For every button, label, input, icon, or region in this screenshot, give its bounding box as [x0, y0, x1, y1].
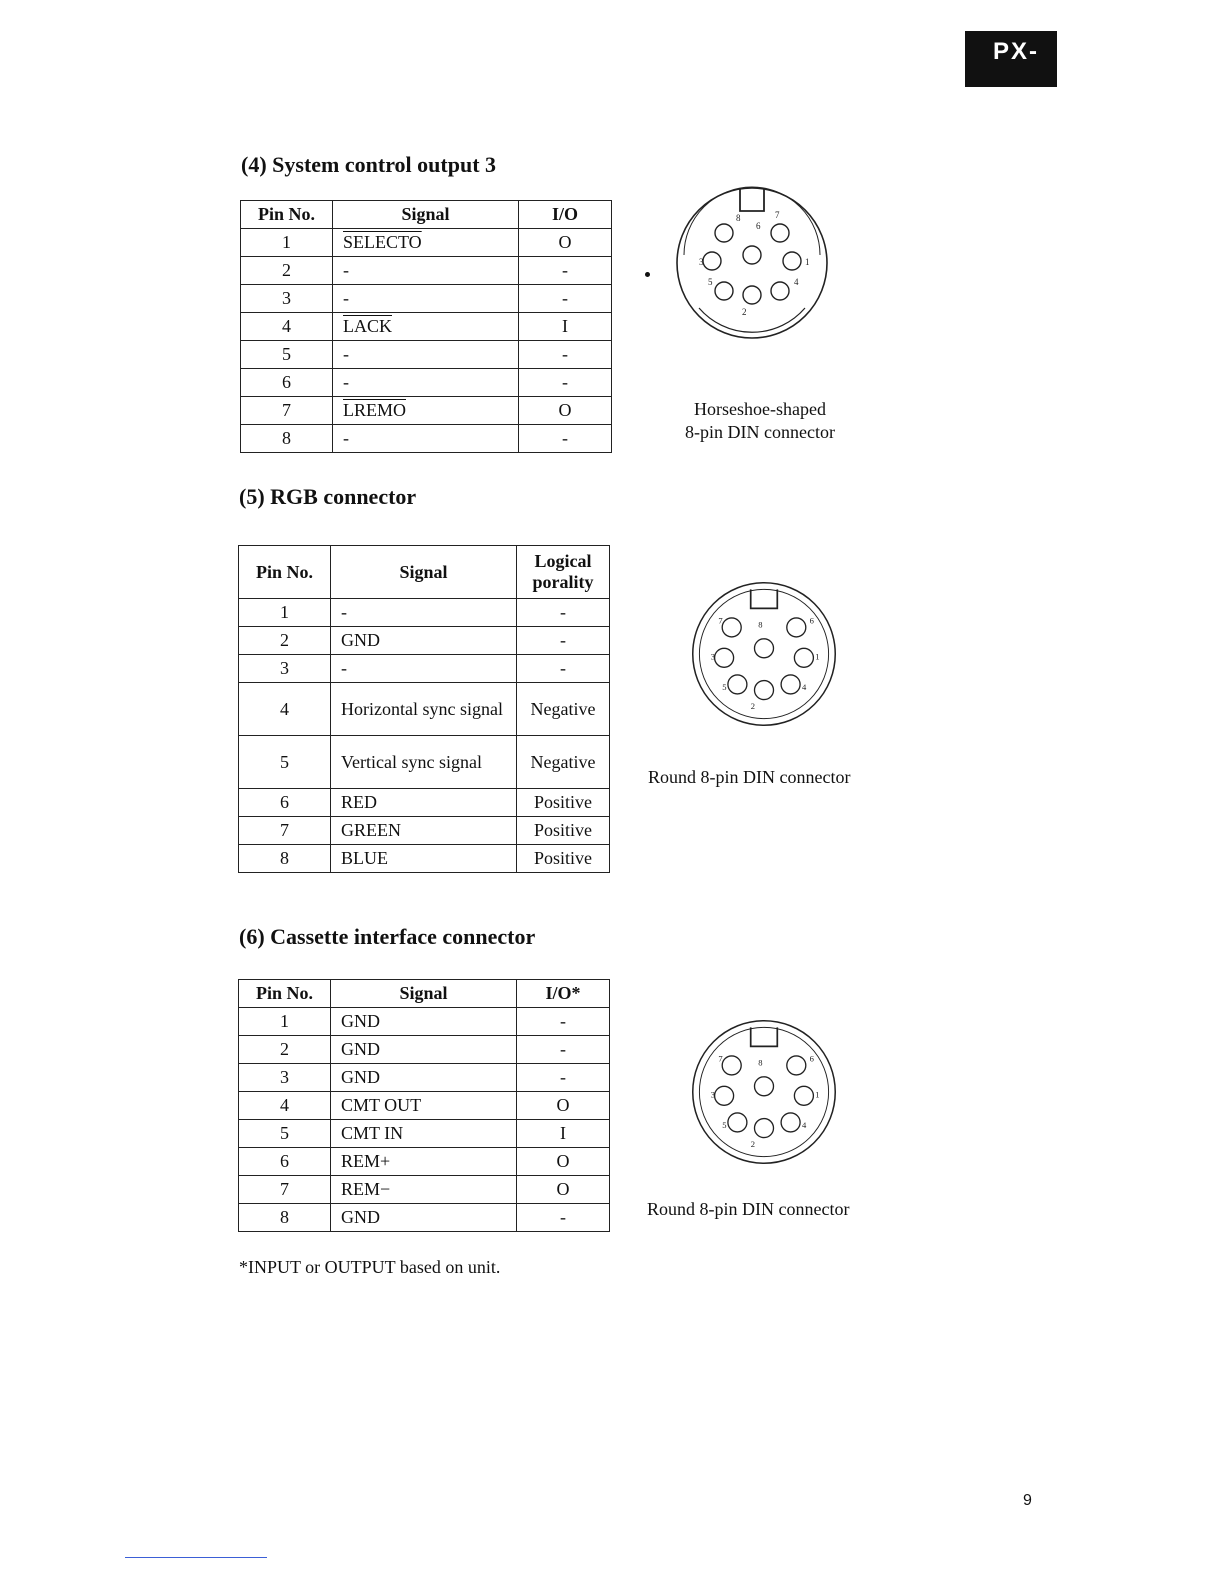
io-cell-text: - — [560, 602, 566, 623]
signal-cell-text: Horizontal sync signal — [341, 698, 503, 719]
io-cell — [519, 229, 612, 257]
pin-cell-text: 1 — [280, 602, 289, 623]
signal-cell-text: GND — [341, 1067, 380, 1088]
table-row — [239, 1204, 610, 1232]
io-cell-text: - — [560, 1011, 566, 1032]
signal-cell-text: GND — [341, 1039, 380, 1060]
io-cell — [517, 627, 610, 655]
io-cell-text: - — [562, 288, 568, 309]
signal-cell — [331, 736, 517, 789]
signal-cell — [333, 257, 519, 285]
io-cell — [517, 1204, 610, 1232]
connector-pin-label: 3 — [710, 1089, 716, 1100]
io-cell — [517, 1008, 610, 1036]
pin-cell — [239, 1064, 331, 1092]
signal-cell-text: REM+ — [341, 1151, 391, 1172]
signal-cell — [331, 627, 517, 655]
header-io: I/O* — [517, 980, 610, 1008]
pin-cell — [239, 1036, 331, 1064]
signal-cell-text: CMT IN — [341, 1123, 404, 1144]
table-row — [239, 1148, 610, 1176]
pin-cell — [241, 285, 333, 313]
signal-cell-text: GND — [341, 1011, 380, 1032]
pin-cell-text: 3 — [280, 1067, 289, 1088]
signal-cell — [331, 845, 517, 873]
round-din-connector-icon — [688, 1016, 840, 1168]
io-cell — [517, 599, 610, 627]
pin-cell-text: 8 — [280, 848, 289, 869]
io-cell-text: - — [562, 344, 568, 365]
cassette-connector-caption: Round 8-pin DIN connector — [647, 1199, 850, 1219]
table-row — [239, 627, 610, 655]
connector-pin-label: 7 — [718, 615, 723, 626]
signal-cell — [331, 1008, 517, 1036]
io-cell — [517, 1120, 610, 1148]
table-row — [241, 369, 612, 397]
pin-cell-text: 3 — [282, 288, 291, 309]
table-row — [239, 1064, 610, 1092]
pin-cell-text: 1 — [280, 1011, 289, 1032]
signal-cell-text: LREMO — [343, 400, 406, 421]
pin-cell — [239, 789, 331, 817]
connector-pin-label: 3 — [699, 257, 704, 267]
signal-cell — [331, 1176, 517, 1204]
pin-cell-text: 7 — [280, 1179, 289, 1200]
io-cell-text: O — [556, 1151, 570, 1172]
io-cell — [519, 341, 612, 369]
signal-cell-text: - — [341, 658, 347, 679]
signal-cell — [333, 341, 519, 369]
system-control-table — [240, 200, 612, 453]
pin-cell — [239, 655, 331, 683]
pin-cell — [239, 1008, 331, 1036]
io-cell-text: I — [562, 316, 568, 337]
pin-cell — [239, 817, 331, 845]
header-pin-no: Pin No. — [241, 201, 333, 229]
round-din-connector-icon — [688, 578, 840, 730]
signal-cell-text: - — [343, 288, 349, 309]
signal-cell — [333, 369, 519, 397]
pin-cell-text: 4 — [280, 698, 289, 719]
signal-cell-text: CMT OUT — [341, 1095, 422, 1116]
table-row — [239, 683, 610, 736]
pin-cell — [241, 229, 333, 257]
signal-cell — [331, 1148, 517, 1176]
signal-cell — [333, 425, 519, 453]
connector-pin-label: 8 — [736, 213, 741, 223]
connector-pin-label: 6 — [756, 221, 761, 231]
signal-cell — [333, 397, 519, 425]
signal-cell — [331, 817, 517, 845]
io-cell — [517, 683, 610, 736]
io-cell — [519, 397, 612, 425]
connector-pin-label: 1 — [815, 1089, 820, 1100]
table-row — [241, 313, 612, 341]
signal-cell — [331, 1092, 517, 1120]
pin-cell — [241, 313, 333, 341]
pin-cell-text: 5 — [280, 751, 289, 772]
signal-cell-text: - — [343, 344, 349, 365]
pin-cell-text: 5 — [282, 344, 291, 365]
pin-cell-text: 2 — [282, 260, 291, 281]
signal-cell-text: - — [341, 602, 347, 623]
io-cell-text: O — [558, 400, 572, 421]
table-row — [241, 341, 612, 369]
table-row — [239, 1120, 610, 1148]
caption-line-2: 8-pin DIN connector — [685, 422, 835, 442]
io-cell-text: O — [556, 1179, 570, 1200]
table-header-row — [241, 201, 612, 229]
signal-cell — [331, 683, 517, 736]
table-row — [239, 1176, 610, 1204]
io-cell-text: Positive — [533, 848, 592, 869]
table-row — [241, 229, 612, 257]
io-cell-text: Positive — [533, 792, 592, 813]
io-cell — [517, 817, 610, 845]
io-cell-text: Negative — [530, 751, 596, 772]
table-row — [241, 285, 612, 313]
io-cell-text: - — [560, 630, 566, 651]
io-cell-text: Negative — [530, 698, 596, 719]
section-tab-label: PX- — [993, 38, 1040, 65]
signal-cell — [331, 1036, 517, 1064]
io-cell-text: O — [556, 1095, 570, 1116]
table-row — [239, 789, 610, 817]
pin-cell-text: 6 — [280, 792, 289, 813]
signal-cell — [331, 789, 517, 817]
pin-cell-text: 4 — [282, 316, 291, 337]
table-row — [239, 599, 610, 627]
io-cell-text: - — [560, 1067, 566, 1088]
table-row — [239, 655, 610, 683]
page-number: 9 — [1023, 1492, 1032, 1509]
signal-cell-text: BLUE — [341, 848, 388, 869]
signal-cell-text: SELECTO — [343, 232, 422, 253]
connector-pin-label: 1 — [805, 257, 810, 267]
pin-cell — [239, 1176, 331, 1204]
connector-pin-label: 2 — [750, 701, 755, 712]
connector-pin-label: 2 — [742, 307, 747, 317]
header-signal: Signal — [331, 546, 517, 599]
signal-cell-text: LACK — [343, 316, 392, 337]
connector-pin-label: 2 — [750, 1139, 755, 1150]
pin-cell-text: 2 — [280, 630, 289, 651]
table-row — [239, 736, 610, 789]
rgb-connector-caption: Round 8-pin DIN connector — [648, 767, 851, 787]
pin-cell-text: 6 — [280, 1151, 289, 1172]
header-signal: Signal — [333, 201, 519, 229]
pin-cell — [239, 627, 331, 655]
signal-cell — [331, 1120, 517, 1148]
io-cell — [519, 425, 612, 453]
table-row — [241, 257, 612, 285]
signal-cell — [333, 229, 519, 257]
rgb-connector-table — [238, 545, 610, 873]
pin-cell — [241, 425, 333, 453]
connector-pin-label: 5 — [722, 1120, 727, 1131]
io-cell — [517, 789, 610, 817]
section-5-title: (5) RGB connector — [239, 484, 417, 509]
header-logical-polarity: Logical porality — [517, 546, 610, 599]
pin-cell-text: 7 — [280, 820, 289, 841]
io-cell — [519, 257, 612, 285]
pin-cell — [239, 1204, 331, 1232]
io-cell — [517, 655, 610, 683]
table-row — [239, 1092, 610, 1120]
signal-cell-text: - — [343, 372, 349, 393]
connector-pin-label: 6 — [809, 1053, 814, 1064]
io-cell — [517, 845, 610, 873]
pin-cell — [241, 341, 333, 369]
pin-cell — [239, 683, 331, 736]
table-row — [239, 845, 610, 873]
connector-pin-label: 6 — [809, 615, 814, 626]
io-cell-text: Positive — [533, 820, 592, 841]
table-row — [239, 1036, 610, 1064]
io-cell — [519, 285, 612, 313]
pin-cell-text: 8 — [280, 1207, 289, 1228]
pin-cell — [239, 736, 331, 789]
signal-cell-text: GND — [341, 630, 380, 651]
signal-cell-text: Vertical sync signal — [341, 751, 482, 772]
connector-pin-label: 8 — [758, 1057, 763, 1068]
caption-line-1: Horseshoe-shaped — [694, 399, 826, 419]
footnote: *INPUT or OUTPUT based on unit. — [239, 1257, 501, 1277]
horseshoe-din-connector-icon — [672, 185, 832, 345]
pin-cell — [241, 369, 333, 397]
connector-pin-label: 4 — [794, 277, 799, 287]
signal-cell — [331, 655, 517, 683]
io-cell — [519, 313, 612, 341]
pin-cell — [239, 1120, 331, 1148]
header-pin-no: Pin No. — [239, 546, 331, 599]
pin-cell-text: 5 — [280, 1123, 289, 1144]
pin-cell — [239, 1092, 331, 1120]
signal-cell-text: GND — [341, 1207, 380, 1228]
signal-cell — [331, 1204, 517, 1232]
io-cell-text: - — [562, 428, 568, 449]
table-row — [239, 1008, 610, 1036]
connector-pin-label: 5 — [708, 277, 713, 287]
table-header-row — [239, 546, 610, 599]
io-cell — [517, 1036, 610, 1064]
signal-cell-text: REM− — [341, 1179, 391, 1200]
io-cell — [517, 1148, 610, 1176]
connector-pin-label: 7 — [775, 210, 780, 220]
connector-pin-label: 3 — [710, 651, 716, 662]
connector-pin-label: 4 — [802, 682, 807, 693]
table-row — [241, 425, 612, 453]
pin-cell — [241, 397, 333, 425]
connector-pin-label: 7 — [718, 1053, 723, 1064]
pin-cell-text: 1 — [282, 232, 291, 253]
connector-pin-label: 1 — [815, 651, 820, 662]
section-tab — [965, 31, 1057, 87]
pin-cell-text: 2 — [280, 1039, 289, 1060]
pin-cell — [239, 845, 331, 873]
io-cell — [519, 369, 612, 397]
pin-cell — [239, 1148, 331, 1176]
io-cell-text: - — [562, 260, 568, 281]
signal-cell — [333, 313, 519, 341]
connector-pin-label: 4 — [802, 1120, 807, 1131]
io-cell-text: - — [562, 372, 568, 393]
horseshoe-connector-caption — [650, 398, 870, 444]
connector-pin-label: 5 — [722, 682, 727, 693]
io-cell-text: - — [560, 658, 566, 679]
header-io: I/O — [519, 201, 612, 229]
pin-cell-text: 3 — [280, 658, 289, 679]
pin-cell-text: 4 — [280, 1095, 289, 1116]
signal-cell — [331, 1064, 517, 1092]
io-cell-text: O — [558, 232, 572, 253]
signal-cell — [333, 285, 519, 313]
pin-cell-text: 7 — [282, 400, 291, 421]
section-6-title: (6) Cassette interface connector — [239, 924, 536, 949]
connector-pin-label: 8 — [758, 619, 763, 630]
io-cell — [517, 1176, 610, 1204]
io-cell — [517, 1064, 610, 1092]
cassette-interface-table — [238, 979, 610, 1232]
divider — [125, 1557, 267, 1558]
pin-cell-text: 8 — [282, 428, 291, 449]
signal-cell-text: RED — [341, 792, 377, 813]
pin-cell — [239, 599, 331, 627]
header-pin-no: Pin No. — [239, 980, 331, 1008]
signal-cell — [331, 599, 517, 627]
io-cell-text: - — [560, 1039, 566, 1060]
io-cell — [517, 1092, 610, 1120]
io-cell-text: I — [560, 1123, 566, 1144]
signal-cell-text: GREEN — [341, 820, 401, 841]
signal-cell-text: - — [343, 260, 349, 281]
table-row — [241, 397, 612, 425]
pin-cell-text: 6 — [282, 372, 291, 393]
io-cell — [517, 736, 610, 789]
stray-dot — [645, 272, 650, 277]
pin-cell — [241, 257, 333, 285]
section-4-title: (4) System control output 3 — [241, 152, 497, 177]
header-signal: Signal — [331, 980, 517, 1008]
signal-cell-text: - — [343, 428, 349, 449]
io-cell-text: - — [560, 1207, 566, 1228]
table-row — [239, 817, 610, 845]
table-header-row — [239, 980, 610, 1008]
